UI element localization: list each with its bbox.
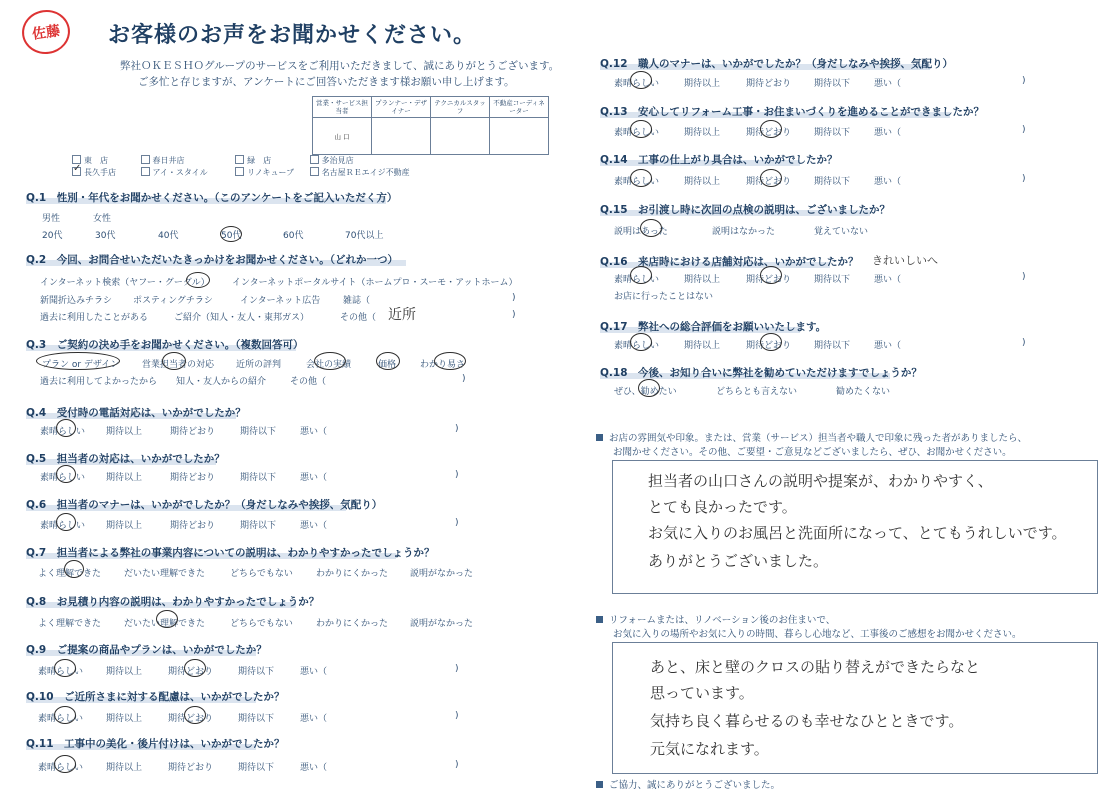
option: 雑誌（ — [343, 296, 371, 306]
option: 期待どおり — [168, 714, 214, 724]
option: 60代 — [283, 231, 304, 241]
option: ) — [1022, 76, 1026, 86]
comment2-prompt-2: お気に入りの場所やお気に入りの時間、暮らし心地など、工事後のご感想をお聞かせください。 — [613, 629, 1022, 640]
option: 悪い（ — [874, 79, 902, 89]
option: 素晴らしい — [614, 341, 660, 351]
option: 価格 — [378, 360, 397, 370]
option: 期待以上 — [106, 763, 143, 773]
bullet-square-icon — [596, 434, 603, 441]
option: 期待以下 — [238, 667, 275, 677]
option: 期待以上 — [106, 714, 143, 724]
question-label: Q.2 今回、お問合せいただいたきっかけをお聞かせください。（どれか一つ） — [26, 254, 398, 266]
checkbox[interactable] — [141, 155, 150, 164]
option: 期待以下 — [240, 427, 277, 437]
option: ) — [455, 470, 459, 480]
option: ) — [455, 664, 459, 674]
option: 期待以下 — [814, 177, 851, 187]
option: 素晴らしい — [40, 521, 86, 531]
option: ) — [512, 293, 516, 303]
answer-circle — [434, 352, 466, 370]
store-row-2: ✓ 長久手店 アイ・スタイル リノキューブ 名古屋ＲＥエイジ不動産 — [73, 163, 410, 177]
answer-circle — [156, 610, 178, 628]
option: ) — [455, 711, 459, 721]
question-label: Q.16 来店時における店舗対応は、いかがでしたか？ — [600, 256, 859, 268]
comment2-line: 気持ち良く暮らせるのも幸せなひとときです。 — [650, 712, 964, 730]
option: 覚えていない — [814, 227, 869, 237]
option: 素晴らしい — [614, 177, 660, 187]
option: 素晴らしい — [614, 79, 660, 89]
comment1-line: とても良かったです。 — [648, 498, 797, 516]
answer-circle — [630, 266, 652, 284]
page-title: お客様のお声をお聞かせください。 — [108, 23, 477, 48]
staff-sales-name: 山 口 — [313, 118, 372, 155]
handwritten-other: 近所 — [388, 307, 416, 323]
option: 悪い（ — [874, 128, 902, 138]
option: 素晴らしい — [38, 714, 84, 724]
option: 営業担当者の対応 — [142, 360, 215, 370]
option: 悪い（ — [300, 667, 328, 677]
option: 期待どおり — [746, 177, 792, 187]
option: 素晴らしい — [40, 427, 86, 437]
answer-circle — [760, 333, 782, 351]
question-label: Q.15 お引渡し時に次回の点検の説明は、ございましたか？ — [600, 204, 891, 216]
option: 期待以上 — [106, 667, 143, 677]
answer-circle — [56, 513, 76, 531]
answer-circle — [760, 266, 782, 284]
option: ) — [512, 310, 516, 320]
answer-circle — [56, 419, 76, 437]
answer-circle — [64, 560, 84, 578]
question-label: Q.6 担当者のマナーは、いかがでしたか？（身だしなみや挨拶、気配り） — [26, 499, 383, 511]
option: 悪い（ — [300, 473, 328, 483]
question-label: Q.13 安心してリフォーム工事・お住まいづくりを進めることができましたか？ — [600, 106, 985, 118]
option: 期待以上 — [684, 79, 721, 89]
option: 悪い（ — [300, 714, 328, 724]
option: よく理解できた — [38, 619, 102, 629]
question-label: Q.10 ご近所さまに対する配慮は、いかがでしたか？ — [26, 691, 285, 703]
option: インターネット広告 — [240, 296, 321, 306]
option: 説明はあった — [614, 227, 668, 237]
option: 期待以下 — [814, 128, 851, 138]
staff-technical-name — [431, 118, 490, 155]
option: 70代以上 — [345, 231, 384, 241]
option: ぜひ、勧めたい — [614, 387, 677, 397]
option: 50代 — [221, 231, 242, 241]
option: どちらでもない — [230, 619, 293, 629]
checkbox[interactable] — [235, 155, 244, 164]
handwritten-note: きれいしいへ — [872, 254, 938, 267]
option: ) — [455, 518, 459, 528]
question-label: Q.8 お見積り内容の説明は、わかりやすかったでしょうか？ — [26, 596, 320, 608]
option: 悪い（ — [874, 177, 902, 187]
question-label: Q.1 性別・年代をお聞かせください。（このアンケートをご記入いただく方） — [26, 192, 398, 204]
company-seal: 佐藤 — [19, 7, 73, 57]
option: 期待どおり — [746, 341, 792, 351]
option: 悪い（ — [300, 521, 328, 531]
bullet-square-icon — [596, 616, 603, 623]
option: 20代 — [42, 231, 63, 241]
comment2-line: 元気になれます。 — [650, 740, 769, 758]
answer-circle — [760, 169, 782, 187]
option: ご紹介（知人・友人・東邦ガス） — [174, 313, 310, 323]
checkbox[interactable] — [310, 155, 319, 164]
checkbox[interactable] — [310, 167, 319, 176]
staff-planner-name — [372, 118, 431, 155]
option: 男性 — [42, 214, 61, 224]
option: お店に行ったことはない — [614, 292, 714, 302]
comment1-line: ありがとうございました。 — [648, 552, 829, 570]
footer-thanks: ご協力、誠にありがとうございました。 — [596, 777, 780, 791]
option: 期待以上 — [106, 427, 143, 437]
question-label: Q.11 工事中の美化・後片付けは、いかがでしたか？ — [26, 738, 285, 750]
staff-header: テクニカルスタッフ — [431, 97, 490, 118]
option: わかりにくかった — [316, 619, 389, 629]
answer-circle — [376, 352, 400, 370]
option: だいたい理解できた — [124, 619, 206, 629]
option: わかりにくかった — [316, 569, 389, 579]
option: 期待以下 — [238, 714, 275, 724]
answer-circle — [630, 120, 652, 138]
option: 期待以上 — [684, 128, 721, 138]
option: よく理解できた — [38, 569, 102, 579]
option: 期待どおり — [170, 473, 216, 483]
question-label: Q.12 職人のマナーは、いかがでしたか？（身だしなみや挨拶、気配り） — [600, 58, 954, 70]
store-row-1: 東 店 春日井店 緑 店 多治見店 — [72, 155, 354, 166]
option: 期待以上 — [684, 177, 721, 187]
answer-circle — [638, 379, 660, 397]
staff-header: 営業・サービス担当者 — [313, 97, 372, 118]
answer-circle — [640, 219, 662, 237]
option: 悪い（ — [874, 341, 902, 351]
checkbox[interactable] — [141, 167, 150, 176]
option: 30代 — [95, 231, 116, 241]
option: 40代 — [158, 231, 179, 241]
option: 会社の実績 — [306, 360, 352, 370]
answer-circle — [186, 272, 210, 288]
comment2-line: 思っています。 — [650, 684, 754, 702]
option: 期待以下 — [814, 79, 851, 89]
answer-circle — [760, 120, 782, 138]
answer-circle — [54, 706, 76, 724]
staff-header: 不動産コーディネーター — [490, 97, 549, 118]
option: どちらとも言えない — [716, 387, 798, 397]
option: 悪い（ — [874, 275, 902, 285]
option: 説明がなかった — [410, 569, 474, 579]
question-label: Q.18 今後、お知り合いに弊社を勧めていただけますでしょうか？ — [600, 367, 922, 379]
option: どちらでもない — [230, 569, 293, 579]
question-label: Q.3 ご契約の決め手をお聞かせください。（複数回答可） — [26, 339, 304, 351]
option: 素晴らしい — [38, 763, 84, 773]
option: その他（ — [290, 377, 327, 387]
answer-circle — [630, 333, 652, 351]
option: 悪い（ — [300, 763, 328, 773]
staff-table — [312, 96, 549, 155]
answer-circle — [54, 755, 76, 773]
option: ポスティングチラシ — [133, 296, 213, 306]
intro-line-1: 弊社ＯＫＥＳＨＯグループのサービスをご利用いただきまして、誠にありがとうございます。 — [120, 60, 560, 72]
comment1-line: お気に入りのお風呂と洗面所になって、とてもうれしいです。 — [648, 524, 1067, 542]
option: ) — [1022, 125, 1026, 135]
answer-circle — [314, 352, 346, 370]
option: 説明がなかった — [410, 619, 474, 629]
comment2-line: あと、床と壁のクロスの貼り替えができたらなと — [650, 658, 981, 676]
option: 期待以上 — [684, 275, 721, 285]
answer-circle — [162, 352, 186, 370]
option: 期待どおり — [746, 275, 792, 285]
comment2-prompt-1: リフォームまたは、リノベーション後のお住まいで、 — [596, 612, 835, 626]
answer-circle — [56, 465, 76, 483]
option: 素晴らしい — [40, 473, 86, 483]
option: 期待どおり — [170, 521, 216, 531]
comment1-line: 担当者の山口さんの説明や提案が、わかりやすく、 — [648, 472, 993, 490]
option: だいたい理解できた — [124, 569, 206, 579]
option: 悪い（ — [300, 427, 328, 437]
option: ) — [1022, 338, 1026, 348]
question-label: Q.14 工事の仕上がり具合は、いかがでしたか？ — [600, 154, 838, 166]
answer-circle — [36, 352, 120, 370]
question-label: Q.4 受付時の電話対応は、いかがでしたか？ — [26, 407, 246, 419]
option: 素晴らしい — [614, 275, 660, 285]
answer-circle — [54, 659, 76, 677]
question-label: Q.5 担当者の対応は、いかがでしたか？ — [26, 453, 225, 465]
option: 素晴らしい — [38, 667, 84, 677]
comment1-prompt-2: お聞かせください。その他、ご要望・ご意見などございましたら、ぜひ、お聞かせください。 — [613, 447, 1012, 458]
option: ) — [1022, 272, 1026, 282]
option: 過去に利用したことがある — [40, 313, 149, 323]
checkbox[interactable] — [235, 167, 244, 176]
option: ) — [455, 760, 459, 770]
question-label: Q.17 弊社への総合評価をお願いいたします。 — [600, 321, 827, 333]
option: 近所の評判 — [236, 360, 282, 370]
answer-circle — [184, 706, 206, 724]
answer-circle — [184, 659, 206, 677]
option: 期待以上 — [106, 521, 143, 531]
option: ) — [1022, 174, 1026, 184]
option: 期待以下 — [238, 763, 275, 773]
option: 説明はなかった — [712, 227, 776, 237]
option: 期待以下 — [240, 473, 277, 483]
comment1-prompt-1: お店の雰囲気や印象。または、営業（サービス）担当者や職人で印象に残った者がありましたら、 — [596, 430, 1027, 444]
option: ) — [462, 374, 466, 384]
option: 勧めたくない — [836, 387, 891, 397]
option: インターネット検索（ヤフー・グーグル） — [40, 278, 210, 288]
question-label: Q.7 担当者による弊社の事業内容についての説明は、わかりやすかったでしょうか？ — [26, 547, 435, 559]
option: わかり易さ — [420, 360, 466, 370]
staff-realestate-name — [490, 118, 549, 155]
answer-circle — [630, 169, 652, 187]
answer-circle — [630, 71, 652, 89]
intro-line-2: ご多忙と存じますが、アンケートにご回答いただきます様お願い申し上げます。 — [138, 76, 515, 88]
question-label: Q.9 ご提案の商品やプランは、いかがでしたか？ — [26, 644, 267, 656]
option: 期待以下 — [814, 341, 851, 351]
option: 期待どおり — [168, 763, 214, 773]
option: 期待以下 — [814, 275, 851, 285]
option: 女性 — [93, 214, 112, 224]
bullet-square-icon — [596, 781, 603, 788]
option: 期待どおり — [170, 427, 216, 437]
option: プラン or デザイン — [42, 360, 120, 370]
option: インターネットポータルサイト（ホームプロ・スーモ・アットホーム） — [232, 278, 518, 288]
option: 素晴らしい — [614, 128, 660, 138]
option: 期待以上 — [106, 473, 143, 483]
checkbox-checked[interactable]: ✓ — [73, 163, 82, 174]
option: 新聞折込みチラシ — [40, 296, 113, 306]
option: その他（ — [340, 313, 377, 323]
option: 期待どおり — [746, 128, 792, 138]
option: 期待どおり — [168, 667, 214, 677]
answer-circle — [220, 226, 242, 242]
option: 期待以下 — [240, 521, 277, 531]
option: 知人・友人からの紹介 — [176, 377, 267, 387]
option: 過去に利用してよかったから — [40, 377, 158, 387]
option: 期待以上 — [684, 341, 721, 351]
staff-header: プランナー・デザイナー — [372, 97, 431, 118]
option: 期待どおり — [746, 79, 792, 89]
option: ) — [455, 424, 459, 434]
